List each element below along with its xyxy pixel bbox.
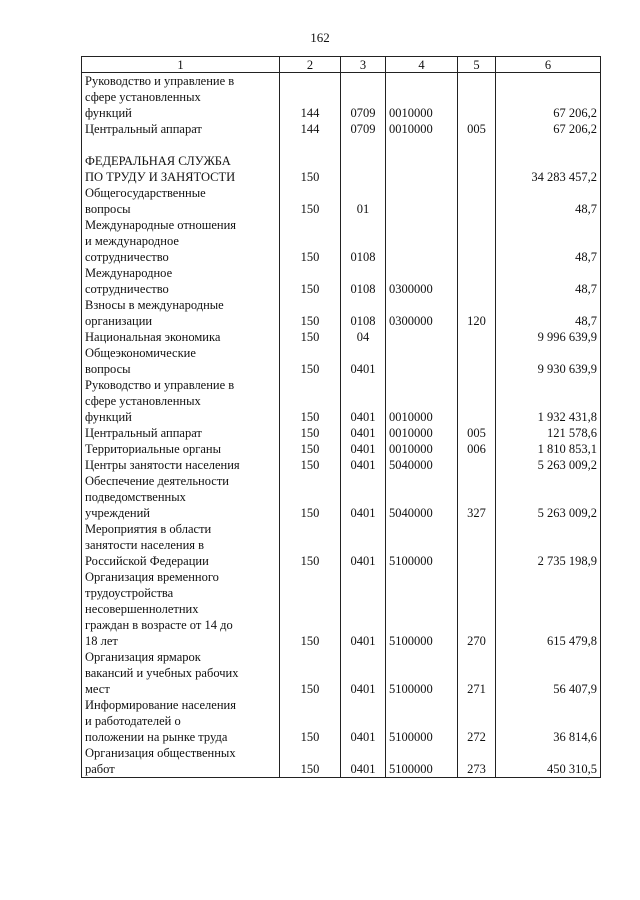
row-target-code: 0010000 [386,441,458,457]
table-row [82,521,601,569]
row-amount: 1 932 431,8 [496,377,601,425]
row-amount: 48,7 [496,185,601,217]
row-name: Международное сотрудничество [82,265,280,297]
row-amount: 450 310,5 [496,745,601,778]
row-chapter-code: 150 [280,425,341,441]
row-chapter-code: 150 [280,457,341,473]
row-target-code: 0010000 [386,377,458,425]
column-header-1: 1 [82,57,280,73]
row-amount: 5 263 009,2 [496,473,601,521]
page-number: 162 [310,30,330,45]
row-name: Взносы в международные организации [82,297,280,329]
row-expense-type: 272 [458,697,496,745]
row-expense-type: 005 [458,425,496,441]
row-amount: 67 206,2 [496,121,601,137]
row-chapter-code: 150 [280,745,341,778]
row-section-code: 0401 [341,569,386,649]
row-chapter-code: 150 [280,265,341,297]
table-row [82,329,601,345]
row-amount: 48,7 [496,217,601,265]
row-amount: 48,7 [496,297,601,329]
row-expense-type [458,137,496,153]
row-chapter-code: 144 [280,121,341,137]
row-section-code: 0401 [341,441,386,457]
row-chapter-code: 150 [280,441,341,457]
row-name: Центральный аппарат [82,425,280,441]
column-header-3: 3 [341,57,386,73]
row-target-code [386,185,458,217]
row-chapter-code: 150 [280,329,341,345]
row-target-code: 5040000 [386,457,458,473]
row-name: Организация временного трудоустройства несовершеннолетних граждан в возрасте от 14 до 18 лет [82,569,280,649]
row-target-code: 5100000 [386,649,458,697]
spacer-row [82,137,601,153]
row-amount: 615 479,8 [496,569,601,649]
row-chapter-code: 150 [280,153,341,185]
row-target-code [386,345,458,377]
row-name [82,137,280,153]
row-name: Центральный аппарат [82,121,280,137]
row-chapter-code: 150 [280,697,341,745]
column-header-4: 4 [386,57,458,73]
table-row [82,649,601,697]
row-amount: 1 810 853,1 [496,441,601,457]
row-expense-type: 006 [458,441,496,457]
row-name: ФЕДЕРАЛЬНАЯ СЛУЖБА ПО ТРУДУ И ЗАНЯТОСТИ [82,153,280,185]
row-amount: 36 814,6 [496,697,601,745]
row-section-code: 0709 [341,121,386,137]
row-section-code [341,153,386,185]
table-row [82,569,601,649]
table-row [82,457,601,473]
row-expense-type: 120 [458,297,496,329]
table-row [82,185,601,217]
row-expense-type [458,345,496,377]
row-amount: 34 283 457,2 [496,153,601,185]
table-body [82,73,601,778]
column-header-6: 6 [496,57,601,73]
row-chapter-code [280,137,341,153]
row-target-code: 0300000 [386,297,458,329]
row-target-code [386,329,458,345]
table-row [82,425,601,441]
row-target-code [386,153,458,185]
row-section-code: 0108 [341,297,386,329]
row-name: Общеэкономические вопросы [82,345,280,377]
row-chapter-code: 150 [280,377,341,425]
row-amount: 9 996 639,9 [496,329,601,345]
row-expense-type [458,521,496,569]
row-section-code: 0709 [341,73,386,122]
row-amount: 56 407,9 [496,649,601,697]
row-target-code: 5100000 [386,521,458,569]
row-section-code [341,137,386,153]
row-expense-type [458,329,496,345]
row-target-code: 5100000 [386,697,458,745]
table-row [82,121,601,137]
row-expense-type [458,265,496,297]
table-row [82,345,601,377]
row-name: Организация общественных работ [82,745,280,778]
row-expense-type [458,457,496,473]
row-section-code: 0401 [341,745,386,778]
row-chapter-code: 150 [280,473,341,521]
row-amount: 67 206,2 [496,73,601,122]
table-row [82,697,601,745]
row-expense-type: 270 [458,569,496,649]
table-row [82,441,601,457]
row-expense-type: 273 [458,745,496,778]
row-name: Национальная экономика [82,329,280,345]
row-expense-type [458,185,496,217]
row-name: Общегосударственные вопросы [82,185,280,217]
table-row [82,153,601,185]
row-amount: 5 263 009,2 [496,457,601,473]
row-chapter-code: 150 [280,297,341,329]
row-target-code: 5040000 [386,473,458,521]
row-section-code: 0108 [341,217,386,265]
row-name: Международные отношения и международное сотрудничество [82,217,280,265]
table-row [82,217,601,265]
row-name: Обеспечение деятельности подведомственных учреждений [82,473,280,521]
row-section-code: 0401 [341,649,386,697]
column-header-5: 5 [458,57,496,73]
row-target-code: 0010000 [386,73,458,122]
row-amount [496,137,601,153]
row-expense-type [458,153,496,185]
row-name: Руководство и управление в сфере установленных функций [82,73,280,122]
row-section-code: 0401 [341,345,386,377]
row-expense-type [458,73,496,122]
row-target-code [386,217,458,265]
row-amount: 9 930 639,9 [496,345,601,377]
row-expense-type: 005 [458,121,496,137]
row-target-code: 0300000 [386,265,458,297]
row-section-code: 04 [341,329,386,345]
row-name: Организация ярмарок вакансий и учебных рабочих мест [82,649,280,697]
row-expense-type [458,217,496,265]
row-section-code: 0401 [341,425,386,441]
header-row [82,57,601,73]
row-expense-type [458,377,496,425]
table-row [82,473,601,521]
row-section-code: 0401 [341,521,386,569]
row-target-code: 5100000 [386,569,458,649]
row-target-code: 0010000 [386,425,458,441]
column-header-2: 2 [280,57,341,73]
row-amount: 121 578,6 [496,425,601,441]
row-section-code: 0401 [341,457,386,473]
row-name: Центры занятости населения [82,457,280,473]
table-row [82,265,601,297]
row-section-code: 0401 [341,473,386,521]
row-chapter-code: 150 [280,185,341,217]
table-row [82,73,601,122]
row-chapter-code: 150 [280,569,341,649]
row-chapter-code: 150 [280,649,341,697]
row-expense-type: 327 [458,473,496,521]
row-section-code: 0401 [341,697,386,745]
row-section-code: 0401 [341,377,386,425]
table-row [82,297,601,329]
row-chapter-code: 144 [280,73,341,122]
row-chapter-code: 150 [280,521,341,569]
row-target-code: 5100000 [386,745,458,778]
row-name: Руководство и управление в сфере установленных функций [82,377,280,425]
row-name: Территориальные органы [82,441,280,457]
table-row [82,745,601,778]
row-amount: 2 735 198,9 [496,521,601,569]
budget-table [81,56,601,778]
row-amount: 48,7 [496,265,601,297]
row-chapter-code: 150 [280,217,341,265]
row-expense-type: 271 [458,649,496,697]
row-section-code: 0108 [341,265,386,297]
row-name: Информирование населения и работодателей о положении на рынке труда [82,697,280,745]
row-chapter-code: 150 [280,345,341,377]
row-target-code: 0010000 [386,121,458,137]
row-name: Мероприятия в области занятости населения в Российской Федерации [82,521,280,569]
row-section-code: 01 [341,185,386,217]
row-target-code [386,137,458,153]
table-row [82,377,601,425]
